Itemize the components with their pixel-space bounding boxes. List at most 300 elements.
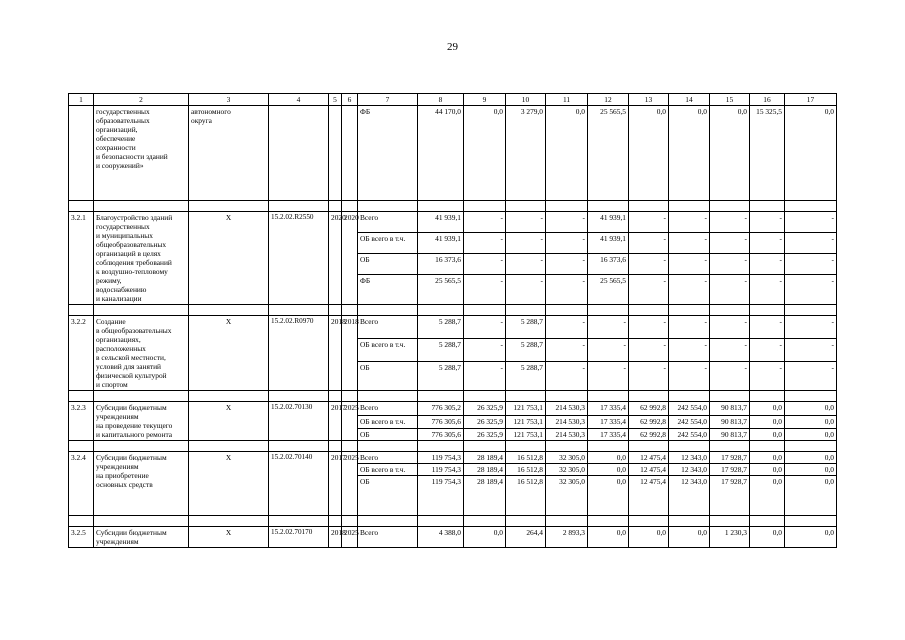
amount-cell: -: [588, 362, 629, 391]
empty-cell: [69, 201, 94, 212]
budget-code: 15.2.02.70140: [269, 452, 329, 516]
text-line: Благоустройство зданий: [96, 213, 173, 222]
amount-cell: 90 813,7: [710, 415, 750, 429]
amount-cell: -: [464, 254, 506, 275]
funding-source: Всего: [358, 402, 418, 416]
item-number: 3.2.1: [69, 212, 94, 305]
amount-cell: 0,0: [588, 476, 629, 516]
empty-cell: [269, 391, 329, 402]
amount-cell: 12 475,4: [629, 452, 669, 464]
executor: Х: [189, 316, 269, 391]
empty-cell: [785, 516, 837, 527]
start-year: 2018: [329, 316, 342, 391]
amount-cell: 0,0: [750, 452, 785, 464]
amount-cell: 0,0: [588, 464, 629, 476]
column-number: 5: [329, 94, 342, 106]
start-year: 2018: [329, 527, 342, 548]
table-row: [69, 402, 837, 416]
empty-cell: [464, 201, 506, 212]
amount-cell: -: [669, 254, 710, 275]
amount-cell: -: [629, 254, 669, 275]
amount-cell: 12 475,4: [629, 464, 669, 476]
amount-cell: -: [464, 362, 506, 391]
empty-cell: [69, 391, 94, 402]
table-row: [69, 106, 837, 201]
empty-cell: [94, 441, 189, 452]
measure-name: [94, 212, 189, 305]
budget-code: 15.2.02.R0970: [269, 316, 329, 391]
amount-cell: -: [629, 275, 669, 305]
spacer-row: [69, 441, 837, 452]
empty-cell: [629, 516, 669, 527]
amount-cell: 25 565,5: [588, 106, 629, 201]
empty-cell: [189, 441, 269, 452]
empty-cell: [464, 391, 506, 402]
text-line: условий для занятий: [96, 362, 161, 371]
empty-cell: [669, 305, 710, 316]
empty-cell: [358, 391, 418, 402]
text-line: образовательных: [96, 116, 150, 125]
amount-cell: 242 554,0: [669, 402, 710, 416]
amount-cell: -: [750, 316, 785, 339]
amount-cell: 16 373,6: [588, 254, 629, 275]
amount-cell: 0,0: [785, 402, 837, 416]
empty-cell: [588, 516, 629, 527]
column-number: 16: [750, 94, 785, 106]
column-number: 8: [418, 94, 464, 106]
amount-cell: 0,0: [785, 452, 837, 464]
amount-cell: -: [750, 233, 785, 254]
empty-cell: [750, 305, 785, 316]
budget-code: 15.2.02.R2550: [269, 212, 329, 305]
amount-cell: 0,0: [785, 464, 837, 476]
amount-cell: 25 565,5: [588, 275, 629, 305]
amount-cell: 0,0: [629, 527, 669, 548]
amount-cell: -: [785, 339, 837, 362]
amount-cell: 12 343,0: [669, 464, 710, 476]
text-line: и муниципальных: [96, 231, 153, 240]
empty-cell: [358, 201, 418, 212]
amount-cell: 26 325,9: [464, 415, 506, 429]
text-line: в общеобразовательных: [96, 326, 172, 335]
empty-cell: [69, 305, 94, 316]
empty-cell: [269, 201, 329, 212]
text-line: физической культурой: [96, 371, 167, 380]
amount-cell: 17 335,4: [588, 429, 629, 441]
empty-cell: [669, 391, 710, 402]
funding-source: Всего: [358, 212, 418, 233]
amount-cell: 3 279,0: [506, 106, 546, 201]
measure-name: [94, 316, 189, 391]
budget-table: [68, 93, 837, 548]
text-line: автономного: [191, 107, 231, 116]
amount-cell: 119 754,3: [418, 476, 464, 516]
column-number: 1: [69, 94, 94, 106]
empty-cell: [629, 441, 669, 452]
executor: Х: [189, 402, 269, 441]
amount-cell: -: [629, 339, 669, 362]
amount-cell: 0,0: [750, 429, 785, 441]
table-row: [69, 527, 837, 548]
amount-cell: 119 754,3: [418, 464, 464, 476]
empty-cell: [358, 516, 418, 527]
empty-cell: [506, 516, 546, 527]
empty-cell: [189, 516, 269, 527]
amount-cell: 5 288,7: [506, 339, 546, 362]
amount-cell: -: [464, 212, 506, 233]
text-line: организаций в целях: [96, 249, 161, 258]
column-number: 13: [629, 94, 669, 106]
amount-cell: 0,0: [546, 106, 588, 201]
text-line: и канализации: [96, 294, 142, 303]
amount-cell: 12 343,0: [669, 476, 710, 516]
amount-cell: 0,0: [785, 429, 837, 441]
amount-cell: -: [710, 233, 750, 254]
amount-cell: 0,0: [669, 527, 710, 548]
amount-cell: -: [669, 316, 710, 339]
amount-cell: 0,0: [464, 527, 506, 548]
amount-cell: 28 189,4: [464, 464, 506, 476]
start-year: 2017: [329, 452, 342, 516]
amount-cell: 0,0: [750, 415, 785, 429]
text-line: режиму,: [96, 276, 122, 285]
amount-cell: 0,0: [710, 106, 750, 201]
empty-cell: [329, 201, 342, 212]
column-number: 10: [506, 94, 546, 106]
item-number: 3.2.3: [69, 402, 94, 441]
executor: Х: [189, 452, 269, 516]
empty-cell: [750, 441, 785, 452]
amount-cell: 44 170,0: [418, 106, 464, 201]
amount-cell: 32 305,0: [546, 464, 588, 476]
empty-cell: [588, 305, 629, 316]
amount-cell: 5 288,7: [418, 339, 464, 362]
empty-cell: [418, 305, 464, 316]
table-row: [69, 212, 837, 233]
column-number: 17: [785, 94, 837, 106]
text-line: к воздушно-тепловому: [96, 267, 168, 276]
text-line: Создание: [96, 317, 126, 326]
funding-source: Всего: [358, 452, 418, 464]
funding-source: ОБ: [358, 429, 418, 441]
column-number: 15: [710, 94, 750, 106]
amount-cell: 0,0: [629, 106, 669, 201]
amount-cell: 121 753,1: [506, 429, 546, 441]
empty-cell: [629, 201, 669, 212]
empty-cell: [506, 441, 546, 452]
amount-cell: 17 928,7: [710, 464, 750, 476]
amount-cell: 776 305,6: [418, 429, 464, 441]
amount-cell: 5 288,7: [418, 316, 464, 339]
funding-source: ОБ всего в т.ч.: [358, 339, 418, 362]
empty-cell: [588, 441, 629, 452]
end-year: 2025: [342, 527, 358, 548]
text-line: Субсидии бюджетным: [96, 453, 167, 462]
column-number: 3: [189, 94, 269, 106]
spacer-row: [69, 391, 837, 402]
amount-cell: -: [785, 362, 837, 391]
amount-cell: -: [546, 275, 588, 305]
amount-cell: 264,4: [506, 527, 546, 548]
empty-cell: [710, 516, 750, 527]
amount-cell: -: [506, 233, 546, 254]
amount-cell: 16 373,6: [418, 254, 464, 275]
empty-cell: [329, 441, 342, 452]
table-row: [69, 316, 837, 339]
amount-cell: 17 335,4: [588, 402, 629, 416]
start-year: 2020: [329, 212, 342, 305]
amount-cell: 15 325,5: [750, 106, 785, 201]
item-number: [69, 106, 94, 201]
funding-source: Всего: [358, 316, 418, 339]
empty-cell: [506, 305, 546, 316]
empty-cell: [750, 516, 785, 527]
empty-cell: [629, 305, 669, 316]
amount-cell: 0,0: [588, 452, 629, 464]
empty-cell: [669, 441, 710, 452]
spacer-row: [69, 516, 837, 527]
budget-code: 15.2.02.70170: [269, 527, 329, 548]
column-number: 4: [269, 94, 329, 106]
empty-cell: [94, 516, 189, 527]
text-line: государственных: [96, 222, 150, 231]
amount-cell: -: [710, 316, 750, 339]
empty-cell: [669, 516, 710, 527]
amount-cell: -: [506, 275, 546, 305]
amount-cell: 17 928,7: [710, 476, 750, 516]
measure-name: [94, 106, 189, 201]
text-line: и безопасности зданий: [96, 152, 168, 161]
empty-cell: [269, 516, 329, 527]
text-line: и сооружений»: [96, 161, 144, 170]
empty-cell: [358, 441, 418, 452]
item-number: 3.2.2: [69, 316, 94, 391]
empty-cell: [94, 391, 189, 402]
text-line: и спортом: [96, 380, 128, 389]
empty-cell: [464, 441, 506, 452]
funding-source: Всего: [358, 527, 418, 548]
empty-cell: [418, 441, 464, 452]
empty-cell: [342, 305, 358, 316]
amount-cell: 16 512,8: [506, 476, 546, 516]
text-line: государственных: [96, 107, 150, 116]
column-number: 9: [464, 94, 506, 106]
empty-cell: [69, 516, 94, 527]
funding-source: ФБ: [358, 106, 418, 201]
empty-cell: [189, 391, 269, 402]
executor: Х: [189, 212, 269, 305]
amount-cell: 17 335,4: [588, 415, 629, 429]
amount-cell: 90 813,7: [710, 429, 750, 441]
amount-cell: -: [750, 254, 785, 275]
amount-cell: -: [785, 233, 837, 254]
text-line: в сельской местности,: [96, 353, 166, 362]
amount-cell: 0,0: [750, 527, 785, 548]
amount-cell: 0,0: [785, 476, 837, 516]
empty-cell: [710, 305, 750, 316]
text-line: Субсидии бюджетным: [96, 403, 167, 412]
item-number: 3.2.4: [69, 452, 94, 516]
amount-cell: -: [506, 212, 546, 233]
amount-cell: 1 230,3: [710, 527, 750, 548]
end-year: 2025: [342, 402, 358, 441]
amount-cell: 90 813,7: [710, 402, 750, 416]
amount-cell: -: [710, 212, 750, 233]
end-year: 2018: [342, 316, 358, 391]
empty-cell: [342, 441, 358, 452]
text-line: учреждениям: [96, 462, 139, 471]
amount-cell: -: [629, 362, 669, 391]
amount-cell: 0,0: [464, 106, 506, 201]
empty-cell: [464, 516, 506, 527]
text-line: на проведение текущего: [96, 421, 173, 430]
amount-cell: -: [669, 339, 710, 362]
amount-cell: 41 939,1: [588, 233, 629, 254]
page-number: 29: [447, 41, 458, 53]
amount-cell: -: [669, 212, 710, 233]
table-body: [69, 94, 837, 548]
amount-cell: 16 512,8: [506, 452, 546, 464]
empty-cell: [329, 305, 342, 316]
empty-cell: [629, 391, 669, 402]
amount-cell: 62 992,8: [629, 415, 669, 429]
amount-cell: -: [546, 233, 588, 254]
amount-cell: 32 305,0: [546, 452, 588, 464]
amount-cell: 2 893,3: [546, 527, 588, 548]
empty-cell: [785, 391, 837, 402]
empty-cell: [464, 305, 506, 316]
amount-cell: -: [629, 316, 669, 339]
amount-cell: -: [546, 254, 588, 275]
empty-cell: [546, 516, 588, 527]
amount-cell: 0,0: [785, 415, 837, 429]
amount-cell: 41 939,1: [588, 212, 629, 233]
amount-cell: 62 992,8: [629, 429, 669, 441]
amount-cell: 62 992,8: [629, 402, 669, 416]
text-line: обеспечение: [96, 134, 136, 143]
amount-cell: -: [750, 212, 785, 233]
empty-cell: [94, 201, 189, 212]
funding-source: ОБ всего в т.ч.: [358, 415, 418, 429]
empty-cell: [750, 201, 785, 212]
column-number: 7: [358, 94, 418, 106]
amount-cell: 242 554,0: [669, 415, 710, 429]
amount-cell: 0,0: [750, 476, 785, 516]
empty-cell: [418, 391, 464, 402]
amount-cell: -: [750, 275, 785, 305]
measure-name: [94, 402, 189, 441]
empty-cell: [418, 516, 464, 527]
end-year: 2020: [342, 212, 358, 305]
amount-cell: -: [629, 233, 669, 254]
amount-cell: 0,0: [669, 106, 710, 201]
executor: [189, 106, 269, 201]
column-number: 2: [94, 94, 189, 106]
column-number: 11: [546, 94, 588, 106]
amount-cell: 0,0: [750, 402, 785, 416]
text-line: расположенных: [96, 344, 146, 353]
amount-cell: 214 530,3: [546, 429, 588, 441]
empty-cell: [546, 201, 588, 212]
amount-cell: -: [546, 362, 588, 391]
spacer-row: [69, 201, 837, 212]
amount-cell: -: [464, 316, 506, 339]
item-number: 3.2.5: [69, 527, 94, 548]
amount-cell: 121 753,1: [506, 402, 546, 416]
amount-cell: 25 565,5: [418, 275, 464, 305]
text-line: и капитального ремонта: [96, 430, 173, 439]
empty-cell: [710, 391, 750, 402]
start-year: [329, 106, 342, 201]
funding-source: ОБ: [358, 476, 418, 516]
amount-cell: -: [464, 275, 506, 305]
amount-cell: -: [785, 275, 837, 305]
amount-cell: 776 305,6: [418, 415, 464, 429]
amount-cell: 0,0: [750, 464, 785, 476]
amount-cell: 26 325,9: [464, 429, 506, 441]
column-number: 14: [669, 94, 710, 106]
amount-cell: -: [588, 339, 629, 362]
amount-cell: 5 288,7: [506, 362, 546, 391]
empty-cell: [785, 201, 837, 212]
amount-cell: 776 305,2: [418, 402, 464, 416]
amount-cell: 4 388,0: [418, 527, 464, 548]
column-number: 12: [588, 94, 629, 106]
empty-cell: [342, 516, 358, 527]
amount-cell: -: [710, 339, 750, 362]
funding-source: ОБ всего в т.ч.: [358, 464, 418, 476]
empty-cell: [94, 305, 189, 316]
amount-cell: -: [464, 339, 506, 362]
amount-cell: 16 512,8: [506, 464, 546, 476]
text-line: соблюдения требований: [96, 258, 172, 267]
amount-cell: -: [785, 212, 837, 233]
text-line: основных средств: [96, 480, 153, 489]
text-line: учреждениям: [96, 412, 139, 421]
table-row: [69, 452, 837, 464]
amount-cell: -: [710, 362, 750, 391]
amount-cell: -: [669, 362, 710, 391]
amount-cell: 5 288,7: [506, 316, 546, 339]
amount-cell: -: [669, 233, 710, 254]
empty-cell: [269, 305, 329, 316]
empty-cell: [588, 391, 629, 402]
empty-cell: [588, 201, 629, 212]
amount-cell: -: [629, 212, 669, 233]
empty-cell: [750, 391, 785, 402]
text-line: Субсидии бюджетным: [96, 528, 167, 537]
spacer-row: [69, 305, 837, 316]
budget-code: [269, 106, 329, 201]
executor: Х: [189, 527, 269, 548]
amount-cell: -: [546, 339, 588, 362]
empty-cell: [329, 516, 342, 527]
amount-cell: 242 554,0: [669, 429, 710, 441]
measure-name: [94, 452, 189, 516]
amount-cell: -: [546, 212, 588, 233]
text-line: округа: [191, 116, 212, 125]
amount-cell: -: [669, 275, 710, 305]
empty-cell: [785, 441, 837, 452]
empty-cell: [418, 201, 464, 212]
empty-cell: [546, 391, 588, 402]
amount-cell: 0,0: [785, 106, 837, 201]
empty-cell: [710, 441, 750, 452]
amount-cell: 41 939,1: [418, 212, 464, 233]
amount-cell: 26 325,9: [464, 402, 506, 416]
empty-cell: [669, 201, 710, 212]
text-line: учреждениям: [96, 537, 139, 546]
